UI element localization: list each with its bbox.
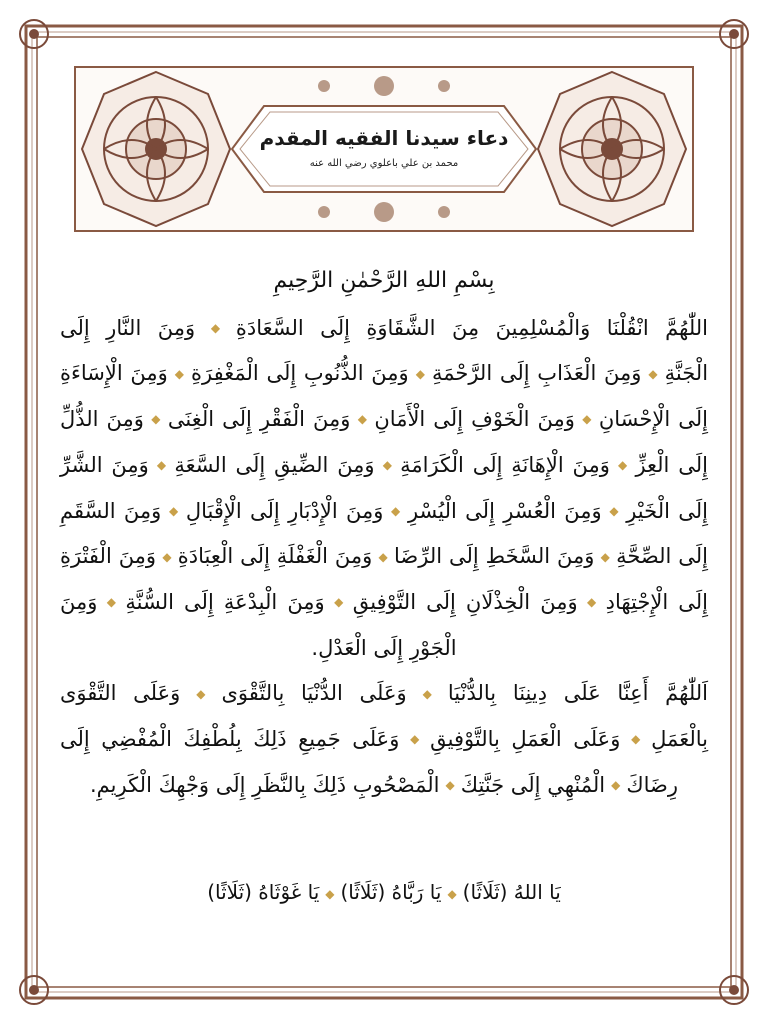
phrase: يَا رَبَّاهُ (ثَلَاثًا) — [340, 880, 442, 904]
separator-icon: ◆ — [445, 778, 455, 792]
separator-icon: ◆ — [583, 595, 600, 610]
phrase: وَمِنَ الْفَتْرَةِ إِلَى الْإِجْتِهَادِ — [60, 544, 708, 614]
phrase: الْمَصْحُوبِ ذَلِكَ بِالنَّظَرِ إِلَى وَجْهِكَ الْكَرِيمِ. — [89, 772, 440, 797]
phrase: وَعَلَى الدُّنْيَا بِالتَّقْوَى — [221, 681, 407, 706]
phrase: وَعَلَى التَّقْوَى بِالْعَمَلِ — [60, 681, 708, 751]
phrase: وَمِنَ الْفَقْرِ إِلَى الْغِنَى — [167, 407, 351, 431]
separator-icon: ◆ — [412, 686, 442, 701]
closing-invocation — [60, 880, 708, 904]
prayer-text — [60, 258, 708, 809]
separator-icon: ◆ — [380, 458, 395, 472]
separator-icon: ◆ — [325, 886, 335, 901]
phrase: وَمِنَ الشَّرِّ إِلَى الْخَيْرِ — [60, 452, 709, 523]
phrase: الْمُنْهِي إِلَى جَنَّتِكَ — [460, 772, 606, 797]
separator-icon: ◆ — [600, 549, 611, 564]
separator-icon: ◆ — [149, 412, 162, 427]
separator-icon: ◆ — [647, 366, 659, 381]
separator-icon: ◆ — [607, 503, 621, 518]
separator-icon: ◆ — [186, 686, 216, 701]
phrase: اللّٰهُمَّ انْقُلْنَا وَالْمُسْلِمِينَ مِنَ الشَّقَاوَةِ إِلَى السَّعَادَةِ — [235, 315, 709, 340]
rosette-left-icon — [82, 72, 230, 226]
phrase: يَا اللهُ (ثَلَاثًا) — [462, 880, 561, 904]
phrase: وَعَلَى جَمِيعِ ذَلِكَ بِلُطْفِكَ الْمُفْضِي إِلَى رِضَاكَ — [60, 727, 679, 797]
phrase: وَمِنَ الْغَفْلَةِ إِلَى الْعِبَادَةِ — [177, 544, 373, 569]
separator-icon: ◆ — [447, 886, 457, 901]
separator-icon: ◆ — [103, 595, 120, 610]
phrase: وَعَلَى الْعَمَلِ بِالتَّوْفِيقِ — [430, 727, 621, 751]
separator-icon: ◆ — [615, 458, 630, 472]
separator-icon: ◆ — [201, 320, 230, 335]
separator-icon: ◆ — [356, 412, 369, 427]
phrase: وَمِنَ الْبِدْعَةِ إِلَى السُّنَّةِ — [125, 590, 325, 614]
paragraph-2 — [60, 671, 708, 808]
phrase: وَمِنَ الْعَذَابِ إِلَى الرَّحْمَةِ — [431, 361, 642, 386]
basmala: بِسْمِ اللهِ الرَّحْمٰنِ الرَّحِيمِ — [273, 268, 495, 293]
rosette-right-icon — [538, 72, 686, 226]
separator-icon: ◆ — [414, 366, 426, 381]
separator-icon: ◆ — [626, 732, 646, 747]
phrase: وَمِنَ الذُّلِّ إِلَى الْعِزِّ — [60, 407, 708, 477]
separator-icon: ◆ — [167, 503, 180, 518]
separator-icon: ◆ — [154, 458, 169, 472]
separator-icon: ◆ — [389, 503, 402, 518]
separator-icon: ◆ — [162, 549, 172, 564]
separator-icon: ◆ — [330, 595, 347, 610]
page-title: دعاء سيدنا الفقيه المقدم — [259, 126, 509, 150]
phrase: وَمِنَ الْجَوْرِ إِلَى الْعَدْلِ. — [60, 590, 457, 660]
phrase: وَمِنَ الذُّنُوبِ إِلَى الْمَغْفِرَةِ — [191, 361, 409, 386]
phrase: وَمِنَ السَّقَمِ إِلَى الصِّحَّةِ — [60, 498, 709, 569]
phrase: وَمِنَ الْخِذْلَانِ إِلَى التَّوْفِيقِ — [352, 590, 578, 614]
header-title-box — [240, 118, 528, 194]
separator-icon: ◆ — [580, 412, 593, 427]
phrase: وَمِنَ الْخَوْفِ إِلَى الْأَمَانِ — [374, 407, 575, 431]
phrase: وَمِنَ الْإِسَاءَةِ إِلَى الْإِحْسَانِ — [60, 361, 708, 431]
phrase: وَمِنَ السَّخَطِ إِلَى الرِّضَا — [394, 544, 595, 569]
separator-icon: ◆ — [378, 549, 389, 564]
phrase: وَمِنَ الضِّيقِ إِلَى السَّعَةِ — [174, 452, 375, 477]
phrase: اَللّٰهُمَّ أَعِنَّا عَلَى دِينِنَا بِالدُّنْيَا — [447, 681, 709, 706]
paragraph-1 — [60, 306, 708, 672]
page-subtitle: محمد بن علي باعلوي رضي الله عنه — [309, 158, 459, 169]
separator-icon: ◆ — [611, 778, 621, 792]
phrase: وَمِنَ النَّارِ إِلَى الْجَنَّةِ — [60, 315, 709, 386]
separator-icon: ◆ — [405, 732, 425, 747]
phrase: وَمِنَ الْإِهَانَةِ إِلَى الْكَرَامَةِ — [400, 452, 610, 477]
separator-icon: ◆ — [173, 366, 186, 381]
phrase: وَمِنَ الْعُسْرِ إِلَى الْيُسْرِ — [407, 498, 602, 523]
phrase: يَا غَوْثَاهُ (ثَلَاثًا) — [207, 880, 320, 904]
phrase: وَمِنَ الْإِدْبَارِ إِلَى الْإِقْبَالِ — [185, 498, 384, 523]
